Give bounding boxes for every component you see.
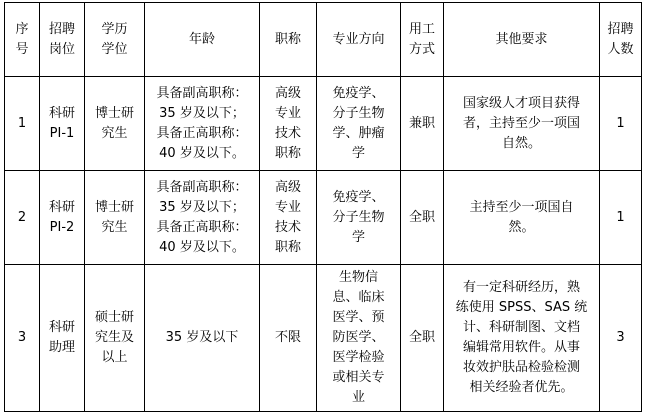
cell-count: 1	[600, 77, 642, 171]
header-title: 职称	[260, 3, 317, 77]
cell-seq: 1	[5, 77, 40, 171]
recruitment-table	[4, 2, 642, 412]
cell-position: 科研 PI-1	[40, 77, 85, 171]
header-education: 学历 学位	[85, 3, 145, 77]
cell-count: 3	[600, 265, 642, 412]
cell-age: 35 岁及以下	[145, 265, 260, 412]
header-employment: 用工 方式	[401, 3, 444, 77]
header-age: 年龄	[145, 3, 260, 77]
header-position: 招聘 岗位	[40, 3, 85, 77]
cell-employment: 全职	[401, 171, 444, 265]
cell-other: 有一定科研经历，熟 练使用 SPSS、SAS 统 计、科研制图、文档 编辑常用软件。从事 妆效护肤品检验检测 相关经验者优先。	[444, 265, 600, 412]
cell-age: 具备副高职称： 35 岁及以下； 具备正高职称： 40 岁及以下。	[145, 77, 260, 171]
header-count: 招聘 人数	[600, 3, 642, 77]
header-other: 其他要求	[444, 3, 600, 77]
cell-major: 生物信 息、临床 医学、预 防医学、 医学检验 或相关专 业	[317, 265, 401, 412]
header-major: 专业方向	[317, 3, 401, 77]
cell-major: 免疫学、 分子生物 学	[317, 171, 401, 265]
cell-employment: 兼职	[401, 77, 444, 171]
table-row	[5, 265, 642, 412]
cell-title: 高级 专业 技术 职称	[260, 171, 317, 265]
cell-other: 国家级人才项目获得 者，主持至少一项国 自然。	[444, 77, 600, 171]
cell-position: 科研 PI-2	[40, 171, 85, 265]
cell-education: 博士研 究生	[85, 77, 145, 171]
cell-count: 1	[600, 171, 642, 265]
cell-title: 高级 专业 技术 职称	[260, 77, 317, 171]
cell-seq: 3	[5, 265, 40, 412]
table-row	[5, 77, 642, 171]
cell-education: 博士研 究生	[85, 171, 145, 265]
table-row	[5, 171, 642, 265]
header-row	[5, 3, 642, 77]
cell-major: 免疫学、 分子生物 学、肿瘤 学	[317, 77, 401, 171]
cell-seq: 2	[5, 171, 40, 265]
cell-title: 不限	[260, 265, 317, 412]
cell-position: 科研 助理	[40, 265, 85, 412]
cell-other: 主持至少一项国自 然。	[444, 171, 600, 265]
cell-education: 硕士研 究生及 以上	[85, 265, 145, 412]
cell-employment: 全职	[401, 265, 444, 412]
header-seq: 序 号	[5, 3, 40, 77]
cell-age: 具备副高职称： 35 岁及以下； 具备正高职称： 40 岁及以下。	[145, 171, 260, 265]
